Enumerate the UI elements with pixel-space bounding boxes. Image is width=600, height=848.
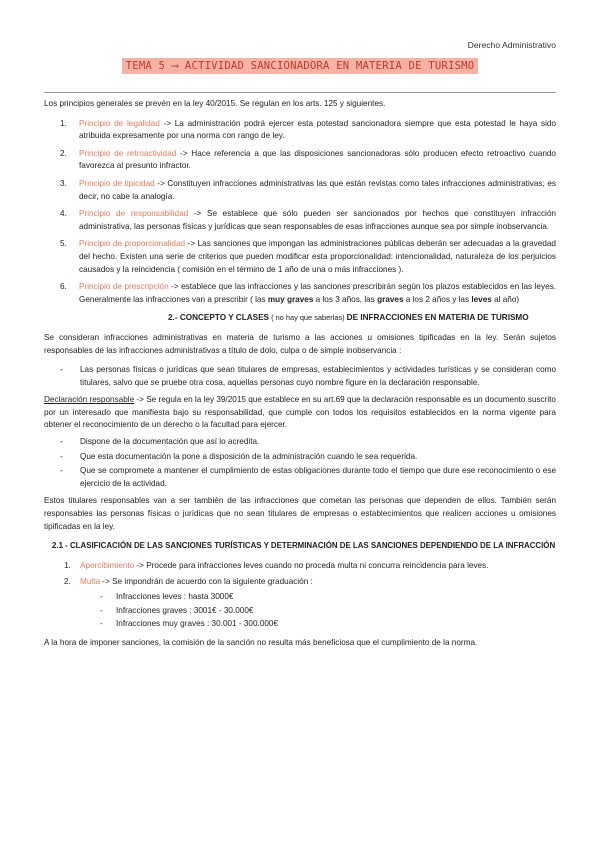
fine-text: Infracciones muy graves : 30.001 - 300.000€ [116,619,279,629]
sanction-text: -> Procede para infracciones leves cuando no proceda multa ni concurra reincidencia para leves. [134,560,489,570]
item-number: 4. [60,209,67,219]
dash-bullet: - [60,466,63,476]
declaracion-paragraph [44,394,556,432]
declaracion-text: -> Se regula en la ley 39/2015 que establece en su art.69 que la declaración responsable es un documento suscrito por un interesado que manifiesta bajo su responsabilidad, que cumple con todos los requisitos establecidos en la norma vigente para obtener el reconocimiento de un derecho o la facultad para ejercer. [44,395,556,430]
section-2-note: ( no hay que saberlas) [269,313,347,323]
declaracion-term: Declaración responsable [44,395,135,405]
emphasis-muy-graves: muy graves [267,294,314,304]
fine-text: Infracciones leves : hasta 3000€ [116,592,234,601]
page-title: TEMA 5 ⟶ ACTIVIDAD SANCIONADORA EN MATERIA DE TURISMO [122,58,479,74]
document-subject: Derecho Administrativo [467,40,556,50]
principle-text: -> Hace referencia a que las disposiciones sancionadoras sólo producen efecto retroactivo cuando favorezca al presunto infractor. [79,148,556,171]
dash-bullet: - [60,437,63,447]
section-2-heading [44,312,556,325]
principle-name: Principio de prescripción [79,282,169,292]
section-2-1-heading [44,540,556,553]
sanction-name: Multa [80,577,101,587]
principle-text: a los 3 años, las [313,294,378,304]
principle-name: Principio de proporcionalidad [79,239,186,249]
list-item [44,281,556,306]
list-item [80,591,556,604]
responsables-list [44,364,556,389]
item-number: 2. [60,148,67,158]
dash-bullet: - [100,619,103,629]
item-number: 5. [60,239,67,249]
declaracion-list [44,436,556,490]
sanction-text: -> Se impondrán de acuerdo con la siguiente graduación : [100,577,313,587]
dash-bullet: - [100,605,103,615]
bullet-text: Que esta documentación la pone a disposición de la administración cuando le sea requerida. [80,451,418,461]
section-2-1-text: 2.1 - CLASIFICACIÓN DE LAS SANCIONES TURÍSTICAS Y DETERMINACIÓN DE LAS SANCIONES DEPENDIENDO DE LA INFRACCIÓN [52,541,556,551]
principle-text: -> establece que las infracciones y las sanciones prescribirán según los plazos establecidos en las leyes. Generalmente las infracciones van a prescribir ( las [79,282,556,304]
principles-list [44,118,556,307]
bullet-text: Que se compromete a mantener el cumplimiento de estas obligaciones durante todo el tiempo que dure ese reconocimiento o ese ejercicio de la actividad. [80,466,556,488]
titulares-paragraph: Estos titulares responsables van a ser también de las infracciones que cometan las personas que dependen de ellos. También serán responsables las personas físicas o jurídicas que no sean titulares de empresas o establecimientos que realicen acciones u omisiones tipificadas en la ley. [44,496,556,531]
closing-paragraph: A la hora de imponer sanciones, la comisión de la sanción no resulta más beneficiosa que el cumplimiento de la norma. [44,637,478,647]
section-2-suffix: DE INFRACCIONES EN MATERIA DE TURISMO [346,313,529,323]
principle-text: a los 2 años y las [403,294,472,304]
list-item [44,238,556,276]
list-item [44,465,556,490]
list-item [44,364,556,389]
item-number: 2. [64,577,71,587]
dash-bullet: - [60,365,63,375]
principle-name: Principio de responsabilidad [79,209,189,219]
principle-name: Principio de tipicidad [79,178,155,188]
intro-paragraph: Los principios generales se prevén en la ley 40/2015. Se regulan en los arts. 125 y siguientes. [44,99,386,108]
principle-text: -> La administración podrá ejercer esta potestad sancionadora siempre que esta potestad le haya sido atribuida expresamente por una norma con rango de ley. [79,118,556,141]
sanctions-list [44,560,556,631]
title-divider [44,92,556,93]
dash-bullet: - [60,451,63,461]
dash-bullet: - [100,592,103,601]
title-container [0,56,600,74]
list-item [80,618,556,631]
item-number: 1. [64,560,71,570]
list-item [44,208,556,233]
list-item [44,576,556,630]
section-2-prefix: 2.- CONCEPTO Y CLASES [168,313,270,323]
principle-text: -> Se establece que sólo pueden ser sancionados por hechos que constituyen infracción administrativa, las personas físicas y jurídicas que sean responsables de esas infracciones aunque sea por simple inobservancia. [79,209,556,231]
item-number: 3. [60,178,67,188]
fine-text: Infracciones graves : 3001€ - 30.000€ [116,605,254,615]
item-number: 6. [60,282,67,292]
item-number: 1. [60,118,67,128]
principle-name: Principio de legalidad [79,118,160,128]
emphasis-leves: leves [471,294,492,304]
list-item [44,451,556,464]
list-item [44,178,556,203]
bullet-text: Dispone de la documentación que así lo acredita. [80,437,260,447]
list-item [44,560,556,573]
principle-text: al año) [491,294,520,304]
principle-text: -> Las sanciones que impongan las administraciones públicas deberán ser adecuadas a la gravedad del hecho. Existen una serie de criterios que pueden modificar esta proporcionalidad: intencionalidad, naturaleza de los perjuicios causados y la reincidencia ( comisión en el término de 1 año de una o más infracciones ). [79,239,556,274]
list-item [44,436,556,449]
principle-name: Principio de retroactividad [79,148,177,158]
fines-list [80,591,556,631]
emphasis-graves: graves [377,294,404,304]
bullet-text: Las personas físicas o jurídicas que sean titulares de empresas, establecimientos y actividades turísticas y se consideran como titulares, salvo que se pruebe otra cosa, aquellas personas cuyo nombre figure en la declaración responsable. [80,365,556,387]
infracciones-paragraph: Se consideran infracciones administrativas en materia de turismo a las acciones u omisiones tipificadas en la ley. Serán sujetos responsables de las infracciones administrativas a título de dolo, culpa o de simple inobservancia : [44,332,556,355]
sanction-name: Apercibimiento [80,560,135,570]
document-body [44,98,556,656]
list-item [44,118,556,143]
principle-text: -> Constituyen infracciones administrativas las que están revistas como tales infracciones administrativas; es decir, no cabe la analogía. [79,178,556,201]
list-item [44,148,556,173]
list-item [80,605,556,618]
